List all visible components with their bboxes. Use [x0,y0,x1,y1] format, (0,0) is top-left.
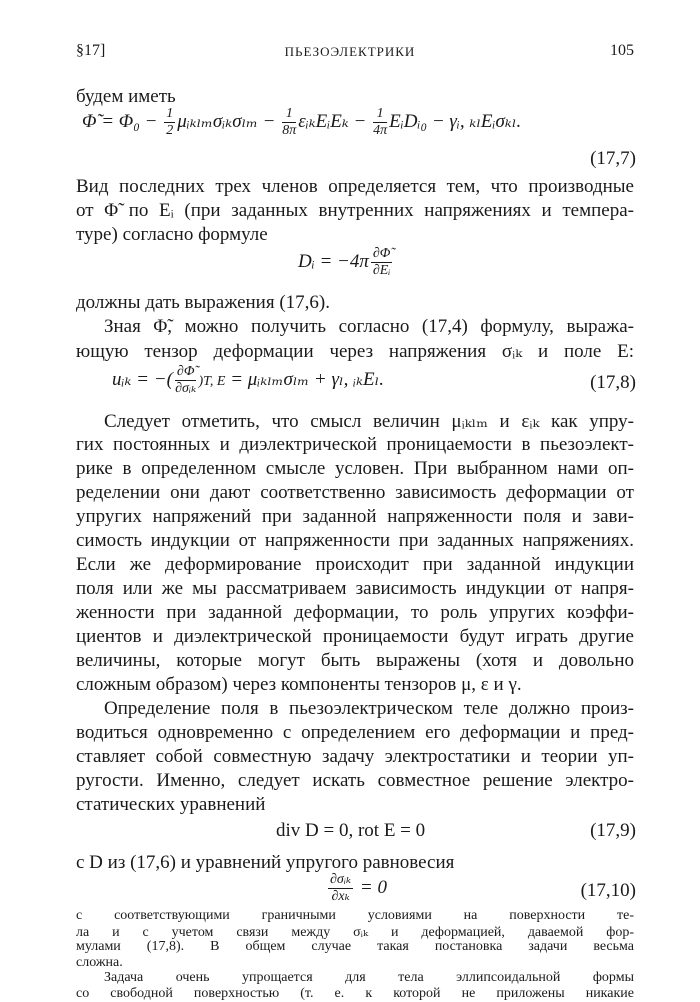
text-line: мулами (17,8). В общем случае такая постановка задачи весьма [76,939,634,954]
equation-di: Dᵢ = −4π $\frac{\partial\Phĩ}{\text{∂Eᵢ}}$ [298,246,391,278]
text-line: со свободной поверхностью (т. е. к которой не приложены никакие [76,985,634,1001]
text-line: Если же деформирование происходит при заданной индукции [76,554,634,575]
text-line: Задача очень упрощается для тела эллипсоидальной формы [104,970,634,985]
equation-number: (17,10) [580,880,636,901]
text-line: должны дать выражения (17,6). [76,292,330,313]
running-title: ПЬЕЗОЭЛЕКТРИКИ [284,44,416,59]
text-line: сложным образом) через компоненты тензоров μ, ε и γ. [76,674,522,695]
text-line: Определение поля в пьезоэлектрическом теле должно произ- [104,698,634,719]
text-line: женности при заданной деформации, то роль упругих коэффи- [76,602,634,623]
text-line: ющую тензор деформации через напряжения σᵢₖ и поле E: [76,341,634,362]
text-line: статических уравнений [76,794,266,815]
text-line: от Φ̃ по Eᵢ (при заданных внутренних напряжениях и темпера- [76,200,634,221]
text-line: ругости. Именно, следует искать совместное решение электро- [76,770,634,791]
equation-17-8: uᵢₖ = −( $\frac{\partial\Phĩ}{\text{∂σᵢₖ}}$ )T, E = μᵢₖₗₘσₗₘ + γₗ, ᵢₖEₗ. [112,364,384,396]
equation-17-9: div D = 0, rot E = 0 [276,820,426,841]
text-line: гих постоянных и диэлектрической проницаемости в пьезоэлект- [76,434,634,455]
text-line: ределении они дают соответственно зависимость деформации от [76,482,634,503]
text-line: Зная Φ̃, можно получить согласно (17,4) формулу, выража- [104,316,634,337]
equation-17-7: Φ̃ = Φ₀ − $\frac{1}{2}$ μᵢₖₗₘσᵢₖσₗₘ − $\frac{1}{8\pi}$ εᵢₖEᵢEₖ − $\frac{1}{4\pi}$ EᵢDᵢ₀ − γᵢ, ₖₗEᵢσₖₗ. [82,106,522,138]
text-line: будем иметь [76,86,176,107]
text-line: ставляет собой совместную задачу электростатики и теории уп- [76,746,634,767]
text-line: ла и с учетом связи между σᵢₖ и деформацией, даваемой фор- [76,924,634,940]
text-line: поля или же мы рассматриваем зависимость индукции от напря- [76,578,634,599]
equation-number: (17,9) [590,820,636,841]
equation-number: (17,7) [590,148,636,169]
text-line: величины, которые могут быть выражены (хотя и довольно [76,650,634,671]
text-line: с D из (17,6) и уравнений упругого равновесия [76,852,455,873]
text-line: туре) согласно формуле [76,224,268,245]
text-line: симость индукции от напряженности при заданных напряжениях. [76,530,634,551]
text-line: Следует отметить, что смысл величин μᵢₖₗₘ и εᵢₖ как упру- [104,411,634,432]
section-marker: §17] [76,42,106,59]
page-number: 105 [610,42,634,59]
equation-number: (17,8) [590,372,636,393]
text-line: упругих напряжений при заданной напряженности поля и зави- [76,506,634,527]
text-line: Вид последних трех членов определяется тем, что производные [76,176,634,197]
text-line: циентов и диэлектрической проницаемости будут играть другие [76,626,634,647]
text-line: сложна. [76,954,123,970]
equation-17-10: $\frac{\text{∂σᵢₖ}}{\text{∂xₖ}}$ = 0 [330,872,387,904]
text-line: рике в определенном смысле условен. При выбранном нами оп- [76,458,634,479]
text-line: с соответствующими граничными условиями на поверхности те- [76,908,634,923]
text-line: водиться одновременно с определением его деформации и пред- [76,722,634,743]
